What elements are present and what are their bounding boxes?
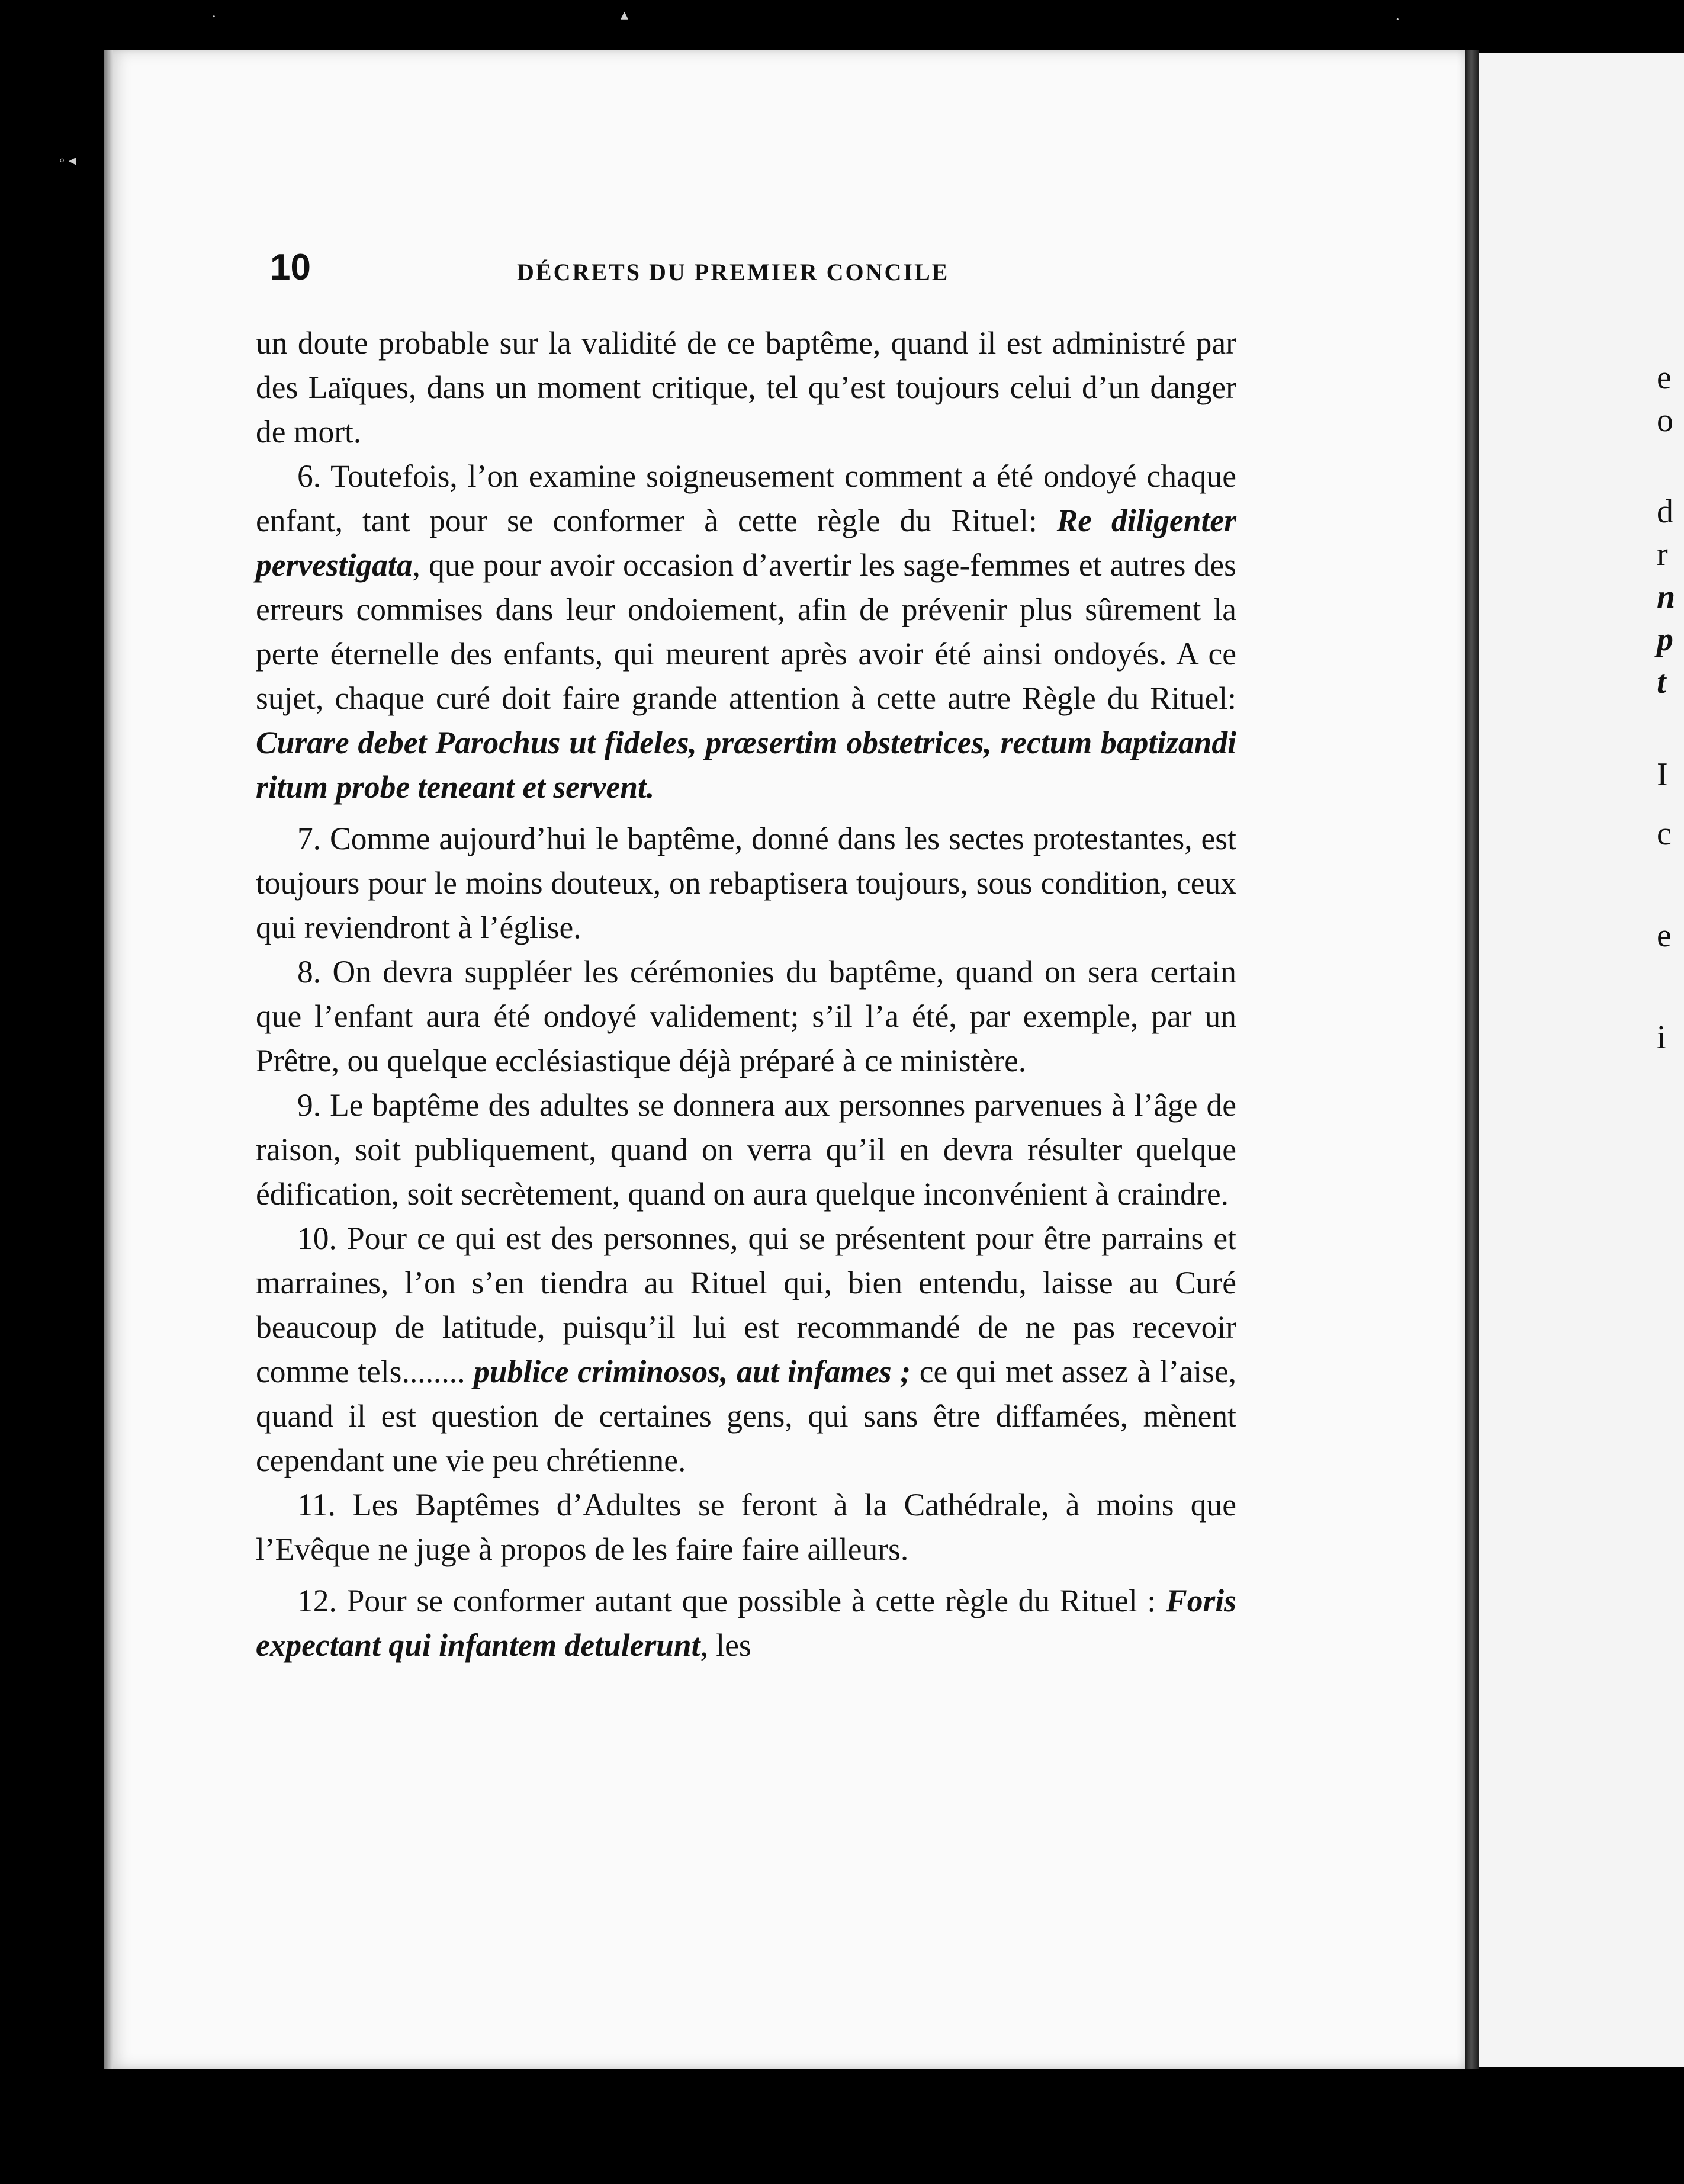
paragraph-11	[256, 1483, 1236, 1572]
book-gutter	[1465, 50, 1479, 2069]
paragraph-8	[256, 950, 1236, 1083]
paragraph-7	[256, 817, 1236, 950]
page-number: 10	[270, 247, 311, 288]
paragraph-6	[256, 454, 1236, 810]
facing-page-fragment: p	[1657, 621, 1673, 658]
paragraph-10	[256, 1216, 1236, 1483]
body-text	[256, 321, 1236, 1668]
facing-page-fragment: I	[1657, 756, 1668, 793]
scan-speck: ◦ ◂	[59, 152, 76, 169]
text-run: , que pour avoir occasion d’avertir les sage-femmes et autres des erreurs commises dans leur ondoiement, afin de prévenir plus sûrement la perte éternelle des enfants, qui meurent après avoir été ainsi ondoyés. A ce sujet, chaque curé doit faire grande attention à cette autre Règle du Rituel:	[256, 547, 1236, 716]
text-run: 11. Les Baptêmes d’Adultes se feront à la Cathédrale, à moins que l’Evêque ne juge à propos de les faire faire ailleurs.	[256, 1487, 1236, 1567]
text-run: , les	[700, 1627, 751, 1663]
facing-page	[1479, 53, 1684, 2067]
facing-page-fragment: e	[1657, 917, 1672, 954]
scan-speck: ▴	[621, 6, 629, 23]
page-header	[270, 244, 998, 297]
latin-quotation: Curare debet Parochus ut fideles, præsertim obstetrices, rectum baptizandi ritum probe teneant et servent.	[256, 725, 1236, 805]
scan-speck: ·	[1395, 11, 1400, 28]
text-run: 7. Comme aujourd’hui le baptême, donné dans les sectes protestantes, est toujours pour le moins douteux, on rebaptisera toujours, sous condition, ceux qui reviendront à l’église.	[256, 821, 1236, 945]
text-run: 10. Pour ce qui est des personnes, qui se présentent pour être parrains et marraines, l’on s’en tiendra au Rituel qui, bien entendu, laisse au Curé beaucoup de latitude, puisqu’il lui est recommandé de ne pas recevoir comme tels........	[256, 1221, 1236, 1389]
facing-page-fragment: e	[1657, 359, 1672, 396]
facing-page-fragment: t	[1657, 664, 1666, 701]
text-run: 6. Toutefois, l’on examine soigneusement comment a été ondoyé chaque enfant, tant pour se conformer à cette règle du Rituel:	[256, 458, 1236, 538]
facing-page-fragment: i	[1657, 1019, 1666, 1056]
latin-quotation: publice criminosos, aut infames ;	[474, 1354, 911, 1389]
running-head: DÉCRETS DU PREMIER CONCILE	[517, 259, 950, 285]
facing-page-fragment: c	[1657, 815, 1672, 852]
facing-page-fragment: n	[1657, 579, 1676, 615]
paragraph-12	[256, 1579, 1236, 1668]
paragraph-9	[256, 1083, 1236, 1216]
facing-page-fragment: d	[1657, 493, 1673, 530]
text-run: 9. Le baptême des adultes se donnera aux personnes parvenues à l’âge de raison, soit publiquement, quand on verra qu’il en devra résulter quelque édification, soit secrètement, quand on aura quelque inconvénient à craindre.	[256, 1087, 1236, 1212]
facing-page-fragment: o	[1657, 402, 1673, 439]
text-run: 12. Pour se conformer autant que possible à cette règle du Rituel :	[297, 1583, 1166, 1618]
text-run: un doute probable sur la validité de ce baptême, quand il est administré par des Laïques, dans un moment critique, tel qu’est toujours celui d’un danger de mort.	[256, 325, 1236, 449]
latin-quotation: Foris expectant qui infantem detulerunt	[256, 1583, 1236, 1663]
latin-quotation: Re diligenter pervestigata	[256, 503, 1236, 583]
text-run: ce qui met assez à l’aise, quand il est question de certaines gens, qui sans être diffamées, mènent cependant une vie peu chrétienne.	[256, 1354, 1237, 1478]
scan-speck: .	[212, 4, 216, 21]
text-run: 8. On devra suppléer les cérémonies du baptême, quand on sera certain que l’enfant aura été ondoyé validement; s’il l’a été, par exemple, par un Prêtre, ou quelque ecclésiastique déjà préparé à ce ministère.	[256, 954, 1236, 1078]
facing-page-fragment: r	[1657, 536, 1668, 573]
paragraph-continuation	[256, 321, 1236, 454]
